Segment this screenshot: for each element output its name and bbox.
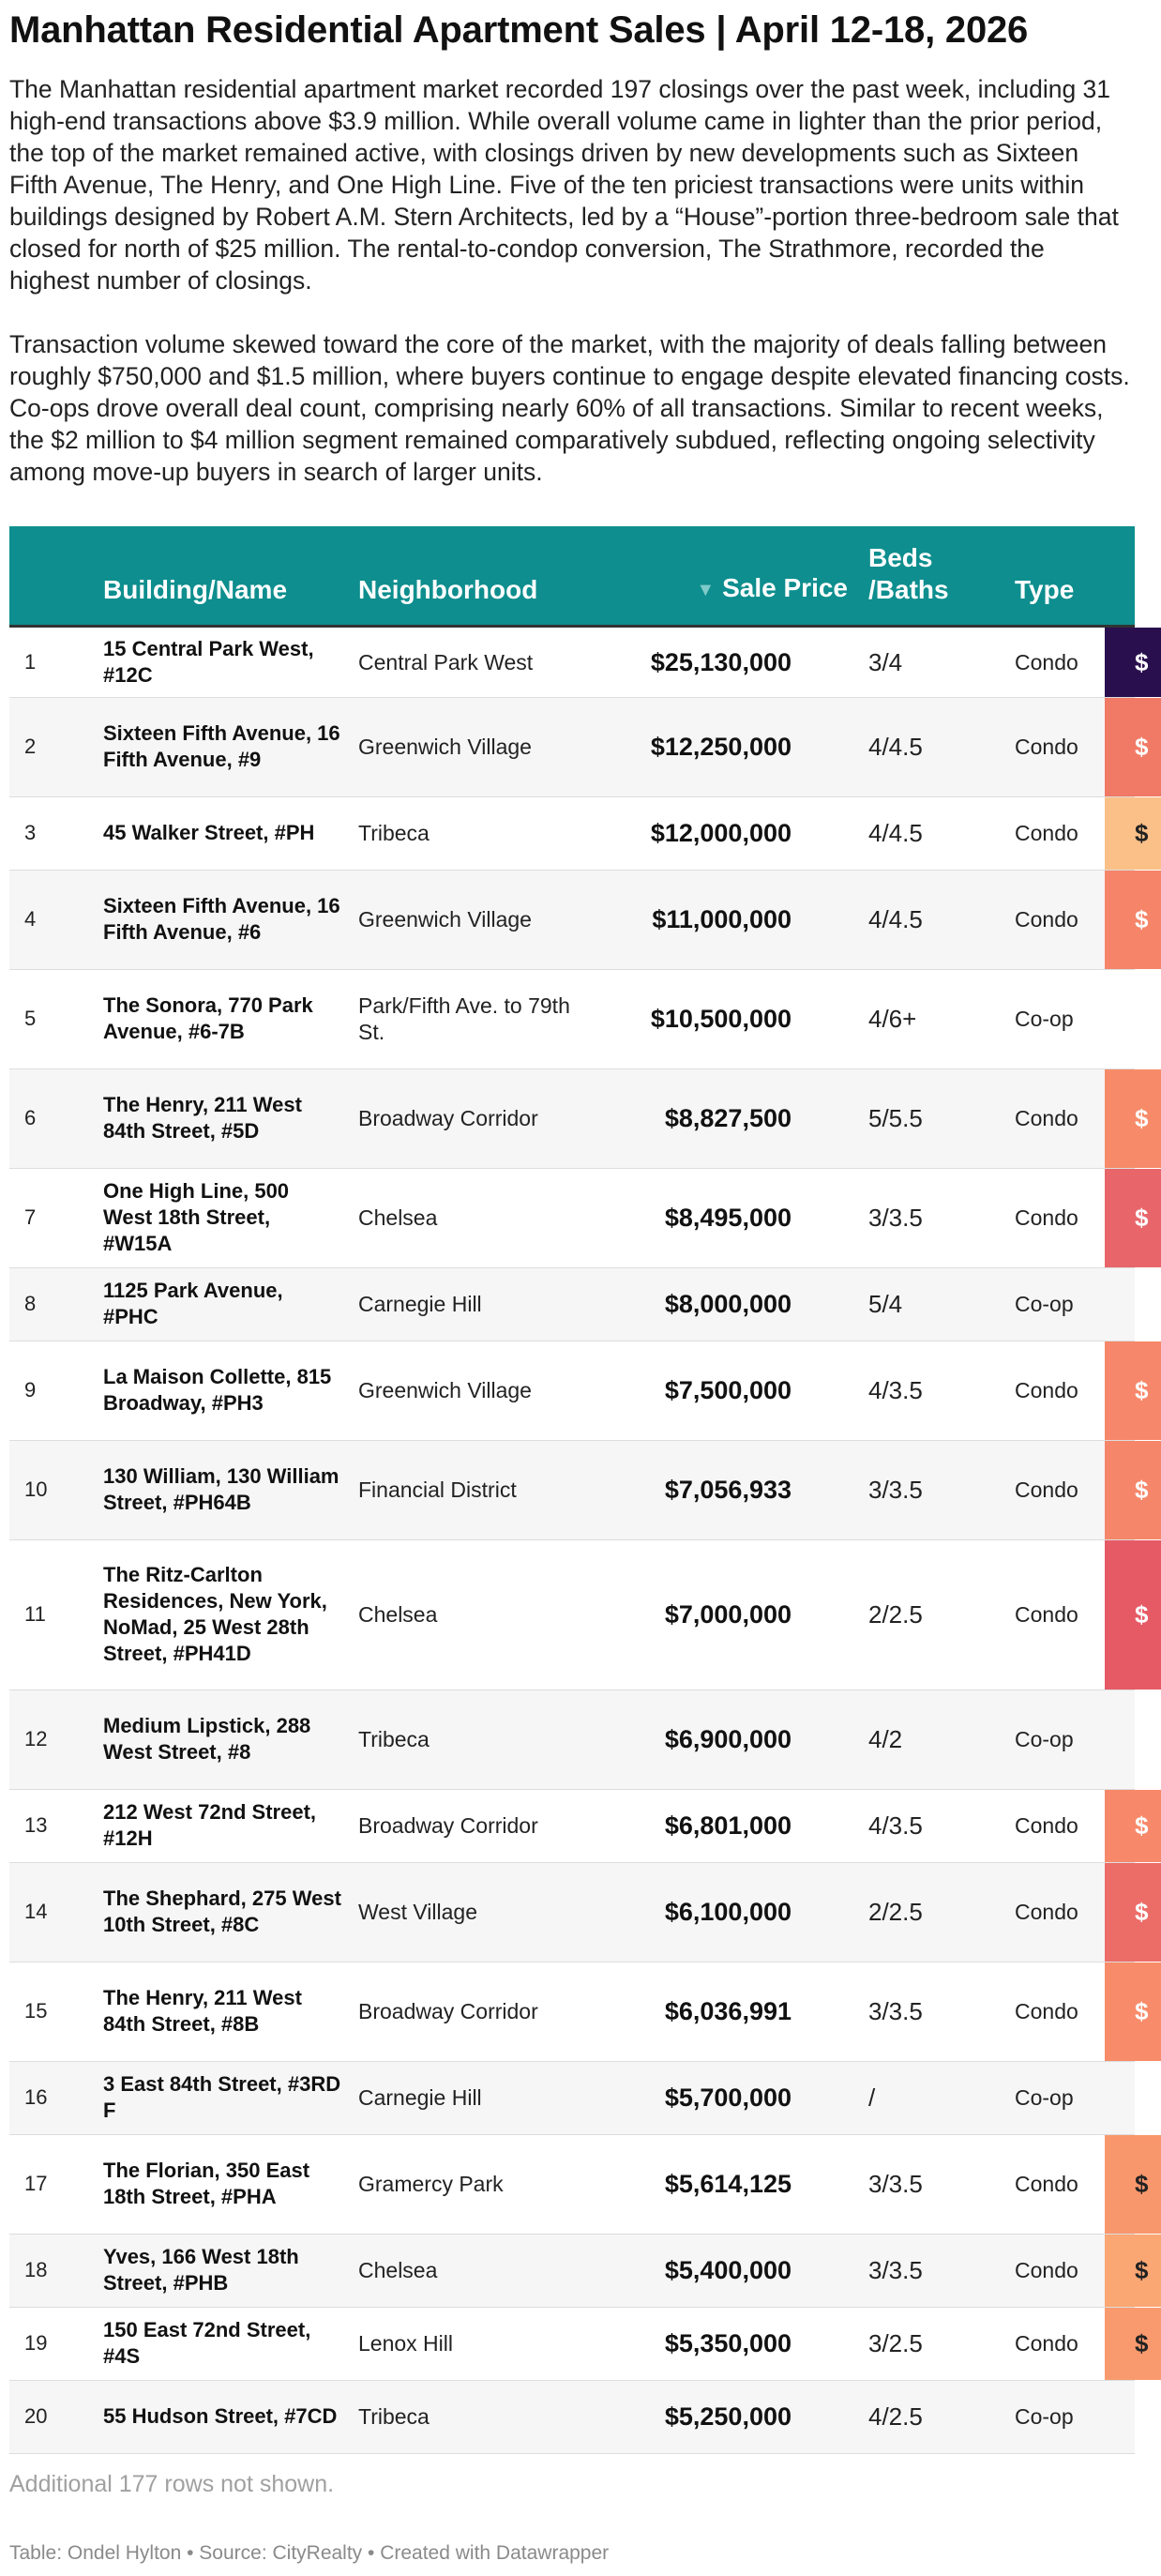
row-rank: 13 [24, 1813, 48, 1837]
row-type: Co-op [1015, 1292, 1074, 1316]
row-price-swatch-cell [1105, 870, 1149, 969]
row-rank: 1 [24, 649, 37, 674]
row-neighborhood: Financial District [358, 1477, 517, 1502]
table-row [9, 2307, 1135, 2380]
row-building: 45 Walker Street, #PH [103, 821, 315, 844]
row-price-swatch-cell [1105, 2061, 1135, 2134]
row-rank: 5 [24, 1007, 37, 1030]
row-price-swatch-cell [1105, 1539, 1149, 1690]
row-neighborhood: Tribeca [358, 821, 430, 845]
row-beds-baths: 4/3.5 [868, 1376, 923, 1404]
row-rank: 17 [24, 2172, 48, 2195]
row-type: Condo [1015, 1106, 1078, 1130]
row-sale-price: $11,000,000 [652, 905, 792, 933]
row-rank: 10 [24, 1477, 48, 1501]
table-row [9, 2234, 1135, 2307]
price-swatch: $ [1105, 1863, 1161, 1962]
row-rank: 19 [24, 2331, 48, 2355]
row-building: The Sonora, 770 Park Avenue, #6-7B [103, 993, 313, 1043]
row-price-swatch-cell [1105, 2134, 1149, 2234]
row-type: Condo [1015, 2172, 1078, 2196]
row-building: 212 West 72nd Street, #12H [103, 1800, 317, 1850]
intro-paragraph-2: Transaction volume skewed toward the core of the market, with the majority of deals falling between roughly $750,000 and $1.5 million, where buyers continue to engage despite elevated financing costs. Co-ops drove overall deal count, comprising nearly 60% of all transactions. Similar to recent weeks, the $2 million to $4 million segment remained comparatively subdued, reflecting ongoing selectivity among move-up buyers in search of larger units. [9, 330, 1130, 486]
row-type: Condo [1015, 1602, 1078, 1627]
header-row [9, 526, 1135, 626]
row-sale-price: $7,500,000 [664, 1376, 792, 1404]
row-neighborhood: Broadway Corridor [358, 1999, 538, 2023]
row-type: Condo [1015, 2331, 1078, 2356]
row-building: Sixteen Fifth Avenue, 16 Fifth Avenue, #6 [103, 894, 340, 944]
price-swatch: $ [1105, 1069, 1161, 1168]
price-swatch: $ [1105, 871, 1161, 969]
table-body [9, 626, 1149, 2453]
row-neighborhood: Carnegie Hill [358, 2085, 482, 2110]
row-type: Condo [1015, 1813, 1078, 1838]
row-building: 15 Central Park West, #12C [103, 636, 314, 687]
row-sale-price: $5,350,000 [664, 2329, 792, 2357]
row-type: Condo [1015, 2258, 1078, 2282]
row-neighborhood: Greenwich Village [358, 735, 532, 759]
row-building: 150 East 72nd Street, #4S [103, 2318, 311, 2368]
row-price-swatch-cell [1105, 1862, 1149, 1962]
price-swatch: $ [1105, 2308, 1161, 2380]
row-price-swatch-cell [1105, 1341, 1149, 1440]
row-sale-price: $6,036,991 [664, 1997, 792, 2025]
row-type: Condo [1015, 1378, 1078, 1402]
sales-table [9, 526, 1149, 2454]
row-beds-baths: 3/3.5 [868, 1476, 923, 1504]
table-row [9, 1690, 1135, 1789]
row-sale-price: $25,130,000 [650, 647, 792, 676]
row-neighborhood: Greenwich Village [358, 907, 532, 932]
header-swatch [1105, 526, 1135, 626]
row-neighborhood: Park/Fifth Ave. to 79th St. [358, 993, 570, 1044]
price-swatch: $ [1105, 1441, 1161, 1539]
row-price-swatch-cell [1105, 697, 1149, 796]
row-price-swatch-cell [1105, 1789, 1149, 1862]
row-building: La Maison Collette, 815 Broadway, #PH3 [103, 1365, 332, 1415]
row-neighborhood: Broadway Corridor [358, 1813, 538, 1838]
row-sale-price: $5,250,000 [664, 2402, 792, 2431]
row-beds-baths: 4/3.5 [868, 1811, 923, 1840]
row-price-swatch-cell [1105, 1267, 1135, 1341]
row-price-swatch-cell [1105, 1168, 1149, 1267]
price-swatch: $ [1105, 1169, 1161, 1267]
row-rank: 3 [24, 821, 37, 844]
row-sale-price: $6,100,000 [664, 1898, 792, 1926]
row-beds-baths: 2/2.5 [868, 1898, 923, 1926]
row-rank: 4 [24, 907, 37, 931]
header-price-label: Sale Price [722, 572, 848, 602]
table-row [9, 1539, 1135, 1690]
table-row [9, 969, 1135, 1068]
row-type: Condo [1015, 1205, 1078, 1230]
header-type[interactable]: Type [1015, 574, 1075, 604]
row-price-swatch-cell [1105, 1440, 1149, 1539]
row-beds-baths: 4/4.5 [868, 905, 923, 933]
row-type: Co-op [1015, 1007, 1074, 1031]
row-rank: 8 [24, 1292, 37, 1315]
table-row [9, 1440, 1135, 1539]
row-beds-baths: 2/2.5 [868, 1600, 923, 1629]
table-row [9, 2380, 1135, 2453]
row-building: The Shephard, 275 West 10th Street, #8C [103, 1887, 341, 1936]
row-rank: 6 [24, 1106, 37, 1129]
row-beds-baths: 5/4 [868, 1290, 903, 1318]
row-beds-baths: 3/4 [868, 647, 903, 676]
row-rank: 14 [24, 1900, 48, 1923]
table-row [9, 796, 1135, 870]
row-neighborhood: Tribeca [358, 1727, 430, 1751]
row-building: 1125 Park Avenue, #PHC [103, 1279, 283, 1328]
row-beds-baths: 3/3.5 [868, 2170, 923, 2198]
row-neighborhood: Central Park West [358, 649, 534, 674]
table-row [9, 1962, 1135, 2061]
header-building[interactable]: Building/Name [103, 574, 288, 604]
table-row [9, 1068, 1135, 1168]
row-sale-price: $5,700,000 [664, 2084, 792, 2112]
row-beds-baths: 4/4.5 [868, 733, 923, 761]
table-row [9, 1267, 1135, 1341]
price-swatch: $ [1105, 628, 1161, 697]
row-neighborhood: Lenox Hill [358, 2331, 453, 2356]
row-neighborhood: Broadway Corridor [358, 1106, 538, 1130]
row-type: Condo [1015, 735, 1078, 759]
row-neighborhood: Greenwich Village [358, 1378, 532, 1402]
row-beds-baths: / [868, 2084, 876, 2112]
table-row [9, 1168, 1135, 1267]
header-beds[interactable] [868, 526, 1015, 626]
row-building: The Henry, 211 West 84th Street, #8B [103, 1986, 302, 2036]
row-price-swatch-cell [1105, 1068, 1149, 1168]
row-building: 130 William, 130 William Street, #PH64B [103, 1464, 339, 1514]
row-price-swatch-cell [1105, 969, 1135, 1068]
header-rank [9, 526, 103, 626]
row-rank: 7 [24, 1205, 37, 1229]
row-sale-price: $5,400,000 [664, 2256, 792, 2284]
table-row [9, 697, 1135, 796]
row-price-swatch-cell [1105, 1690, 1135, 1789]
row-building: Yves, 166 West 18th Street, #PHB [103, 2245, 299, 2295]
row-beds-baths: 4/4.5 [868, 819, 923, 847]
price-swatch: $ [1105, 2135, 1161, 2234]
row-price-swatch-cell [1105, 2307, 1149, 2380]
footer-credits: Table: Ondel Hylton • Source: CityRealty • Created with Datawrapper [9, 2542, 610, 2564]
header-price[interactable] [600, 526, 868, 626]
row-neighborhood: West Village [358, 1900, 477, 1924]
row-beds-baths: 4/2 [868, 1725, 903, 1753]
table-row [9, 1341, 1135, 1440]
row-beds-baths: 4/6+ [868, 1005, 917, 1033]
row-neighborhood: Chelsea [358, 1602, 438, 1627]
row-type: Co-op [1015, 2404, 1074, 2429]
row-neighborhood: Carnegie Hill [358, 1292, 482, 1316]
row-neighborhood: Chelsea [358, 2258, 438, 2282]
row-beds-baths: 3/2.5 [868, 2329, 923, 2357]
row-sale-price: $7,000,000 [664, 1600, 792, 1629]
price-swatch: $ [1105, 1540, 1161, 1690]
table-row [9, 626, 1135, 697]
row-sale-price: $6,900,000 [664, 1725, 792, 1753]
row-rank: 12 [24, 1727, 48, 1750]
row-rank: 20 [24, 2404, 48, 2428]
row-sale-price: $5,614,125 [664, 2170, 792, 2198]
price-swatch: $ [1105, 1341, 1161, 1440]
row-beds-baths: 5/5.5 [868, 1104, 923, 1132]
table-row [9, 1789, 1135, 1862]
row-beds-baths: 3/3.5 [868, 1997, 923, 2025]
row-sale-price: $8,827,500 [664, 1104, 792, 1132]
table-row [9, 2061, 1135, 2134]
row-price-swatch-cell [1105, 2380, 1135, 2453]
row-building: 3 East 84th Street, #3RD F [103, 2072, 341, 2122]
row-beds-baths: 3/3.5 [868, 2256, 923, 2284]
intro-text [9, 73, 1130, 520]
row-type: Condo [1015, 1477, 1078, 1502]
row-price-swatch-cell [1105, 2234, 1149, 2307]
table-row [9, 2134, 1135, 2234]
row-neighborhood: Gramercy Park [358, 2172, 504, 2196]
row-type: Condo [1015, 907, 1078, 932]
row-sale-price: $6,801,000 [664, 1811, 792, 1840]
intro-paragraph-1: The Manhattan residential apartment market recorded 197 closings over the past week, including 31 high-end transactions above $3.9 million. While overall volume came in lighter than the prior period, the top of the market remained active, with closings driven by new developments such as Sixteen Fifth Avenue, The Henry, and One High Line. Five of the ten priciest transactions were units within buildings designed by Robert A.M. Stern Architects, led by a “House”-portion three-bedroom sale that closed for north of $25 million. The rental-to-condop conversion, The Strathmore, recorded the highest number of closings. [9, 75, 1119, 295]
price-swatch: $ [1105, 2235, 1161, 2307]
row-rank: 11 [24, 1602, 46, 1626]
row-price-swatch-cell [1105, 1962, 1149, 2061]
row-sale-price: $12,000,000 [650, 819, 792, 847]
row-beds-baths: 3/3.5 [868, 1204, 923, 1232]
row-rank: 15 [24, 1999, 48, 2023]
row-sale-price: $12,250,000 [650, 733, 792, 761]
row-building: The Ritz-Carlton Residences, New York, NoMad, 25 West 28th Street, #PH41D [103, 1563, 327, 1665]
row-price-swatch-cell [1105, 796, 1149, 870]
row-type: Condo [1015, 821, 1078, 845]
sort-descending-icon: ▼ [696, 579, 716, 600]
row-type: Co-op [1015, 2085, 1074, 2110]
rows-not-shown-note: Additional 177 rows not shown. [9, 2471, 335, 2497]
row-building: The Florian, 350 East 18th Street, #PHA [103, 2159, 310, 2208]
table-row [9, 870, 1135, 969]
price-swatch: $ [1105, 1962, 1161, 2061]
row-type: Co-op [1015, 1727, 1074, 1751]
row-type: Condo [1015, 1999, 1078, 2023]
row-type: Condo [1015, 1900, 1078, 1924]
row-type: Condo [1015, 649, 1078, 674]
row-rank: 16 [24, 2085, 48, 2109]
header-beds-label: Beds /Baths [868, 542, 949, 604]
price-swatch: $ [1105, 698, 1161, 796]
row-sale-price: $7,056,933 [664, 1476, 792, 1504]
row-rank: 9 [24, 1378, 37, 1402]
row-building: The Henry, 211 West 84th Street, #5D [103, 1093, 302, 1143]
row-neighborhood: Chelsea [358, 1205, 438, 1230]
price-swatch: $ [1105, 1790, 1161, 1862]
row-sale-price: $8,000,000 [664, 1290, 792, 1318]
row-building: Sixteen Fifth Avenue, 16 Fifth Avenue, #9 [103, 721, 340, 771]
row-building: Medium Lipstick, 288 West Street, #8 [103, 1714, 311, 1764]
row-building: 55 Hudson Street, #7CD [103, 2404, 338, 2428]
table-row [9, 1862, 1135, 1962]
row-price-swatch-cell [1105, 626, 1149, 697]
page-title: Manhattan Residential Apartment Sales | April 12-18, 2026 [9, 9, 1029, 51]
row-building: One High Line, 500 West 18th Street, #W15A [103, 1179, 290, 1255]
row-sale-price: $10,500,000 [650, 1005, 792, 1033]
price-swatch: $ [1105, 797, 1161, 870]
row-beds-baths: 4/2.5 [868, 2402, 923, 2431]
row-rank: 2 [24, 735, 37, 758]
header-neighborhood[interactable]: Neighborhood [358, 574, 538, 604]
sales-table-container [9, 526, 1149, 2459]
row-sale-price: $8,495,000 [664, 1204, 792, 1232]
row-rank: 18 [24, 2258, 48, 2281]
table-header [9, 526, 1135, 626]
row-neighborhood: Tribeca [358, 2404, 430, 2429]
